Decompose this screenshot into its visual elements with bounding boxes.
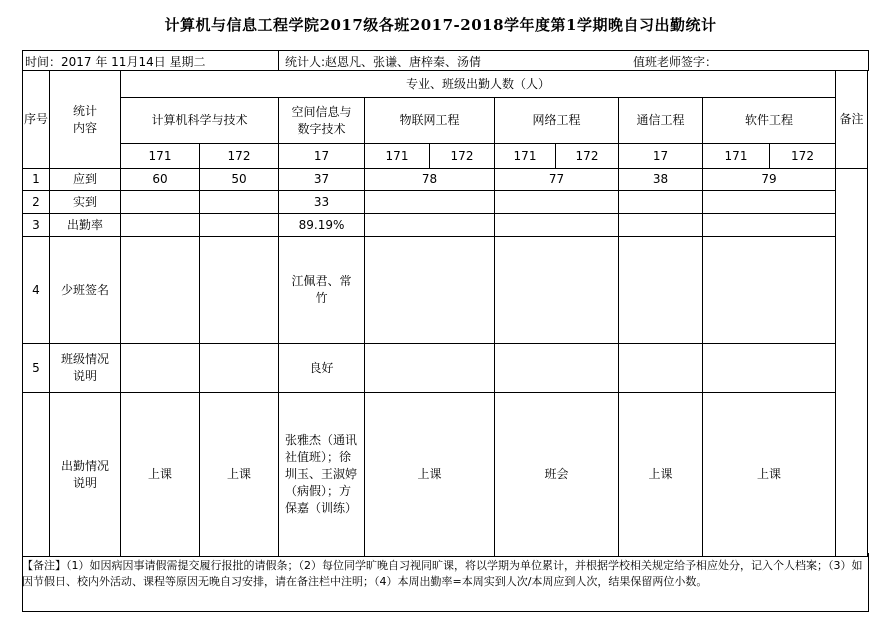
row-seq: 2 [23, 191, 50, 214]
cell-cs172: 上课 [200, 393, 279, 557]
row-seq [23, 393, 50, 557]
row-label: 少班签名 [50, 237, 121, 344]
cell-cs172 [200, 237, 279, 344]
cell-soft [703, 214, 836, 237]
header-content: 统计 内容 [50, 71, 121, 169]
cell-net [495, 214, 619, 237]
major-comm: 通信工程 [619, 98, 703, 144]
class-soft171: 171 [703, 144, 770, 169]
class-cs172: 172 [200, 144, 279, 169]
cell-iot [365, 237, 495, 344]
table-row [23, 169, 868, 191]
counters-text: 统计人:赵恩凡、张谦、唐梓秦、汤倩 [285, 55, 482, 69]
table-row [23, 344, 868, 393]
cell-space: 张雅杰（通讯 社值班）；徐 圳玉、王淑婷 （病假）；方 保嘉（训练） [279, 393, 365, 557]
cell-iot [365, 344, 495, 393]
header-remark: 备注 [836, 71, 868, 169]
cell-cs172 [200, 344, 279, 393]
cell-soft: 79 [703, 169, 836, 191]
row-label: 出勤情况 说明 [50, 393, 121, 557]
cell-space: 37 [279, 169, 365, 191]
class-iot172: 172 [430, 144, 495, 169]
cell-space: 江佩君、常 竹 [279, 237, 365, 344]
cell-net [495, 237, 619, 344]
major-iot: 物联网工程 [365, 98, 495, 144]
cell-space: 33 [279, 191, 365, 214]
date-text: 时间：2017 年 11月14日 星期二 [25, 55, 206, 69]
cell-cs171 [121, 214, 200, 237]
cell-net [495, 191, 619, 214]
info-row [22, 50, 869, 71]
cell-net [495, 344, 619, 393]
cell-cs171 [121, 191, 200, 214]
cell-comm [619, 344, 703, 393]
table-row [23, 214, 868, 237]
cell-iot: 上课 [365, 393, 495, 557]
class-cs171: 171 [121, 144, 200, 169]
row-label: 实到 [50, 191, 121, 214]
class-iot171: 171 [365, 144, 430, 169]
class-comm17: 17 [619, 144, 703, 169]
cell-cs172 [200, 191, 279, 214]
major-cs: 计算机科学与技术 [121, 98, 279, 144]
row-seq: 3 [23, 214, 50, 237]
cell-space: 良好 [279, 344, 365, 393]
header-seq: 序号 [23, 71, 50, 169]
cell-iot: 78 [365, 169, 495, 191]
row-seq: 4 [23, 237, 50, 344]
row-seq: 1 [23, 169, 50, 191]
table-row [23, 393, 868, 557]
cell-cs172 [200, 214, 279, 237]
cell-net: 班会 [495, 393, 619, 557]
cell-iot [365, 191, 495, 214]
table-row [23, 237, 868, 344]
cell-net: 77 [495, 169, 619, 191]
footnote: 【备注】（1）如因病因事请假需提交履行报批的请假条；（2）每位同学旷晚自习视同旷课，将以学期为单位累计，并根据学校相关规定给予相应处分，记入个人档案；（3）如因节假日、校内外活动、课程等原因无晚自习安排，请在备注栏中注明；（4）本周出勤率=本周实到人次/本周应到人次，结果保留两位小数。 [22, 559, 863, 588]
cell-cs172: 50 [200, 169, 279, 191]
class-soft172: 172 [770, 144, 836, 169]
class-space17: 17 [279, 144, 365, 169]
cell-comm [619, 191, 703, 214]
cell-cs171 [121, 237, 200, 344]
cell-comm [619, 214, 703, 237]
cell-comm: 上课 [619, 393, 703, 557]
teacher-sign-text: 值班老师签字： [633, 55, 718, 69]
row-label: 出勤率 [50, 214, 121, 237]
row-label: 应到 [50, 169, 121, 191]
attendance-table [22, 70, 868, 557]
class-net171: 171 [495, 144, 556, 169]
cell-space: 89.19% [279, 214, 365, 237]
cell-soft [703, 237, 836, 344]
header-group: 专业、班级出勤人数（人） [121, 71, 836, 98]
cell-soft: 上课 [703, 393, 836, 557]
row-seq: 5 [23, 344, 50, 393]
cell-cs171 [121, 344, 200, 393]
cell-soft [703, 344, 836, 393]
table-row [23, 191, 868, 214]
class-net172: 172 [556, 144, 619, 169]
cell-comm: 38 [619, 169, 703, 191]
cell-iot [365, 214, 495, 237]
cell-cs171: 60 [121, 169, 200, 191]
cell-comm [619, 237, 703, 344]
major-soft: 软件工程 [703, 98, 836, 144]
remark-cell [836, 169, 868, 557]
page-title: 计算机与信息工程学院2017级各班2017-2018学年度第1学期晚自习出勤统计 [164, 16, 717, 34]
cell-soft [703, 191, 836, 214]
major-space: 空间信息与 数字技术 [279, 98, 365, 144]
row-label: 班级情况 说明 [50, 344, 121, 393]
cell-cs171: 上课 [121, 393, 200, 557]
major-net: 网络工程 [495, 98, 619, 144]
